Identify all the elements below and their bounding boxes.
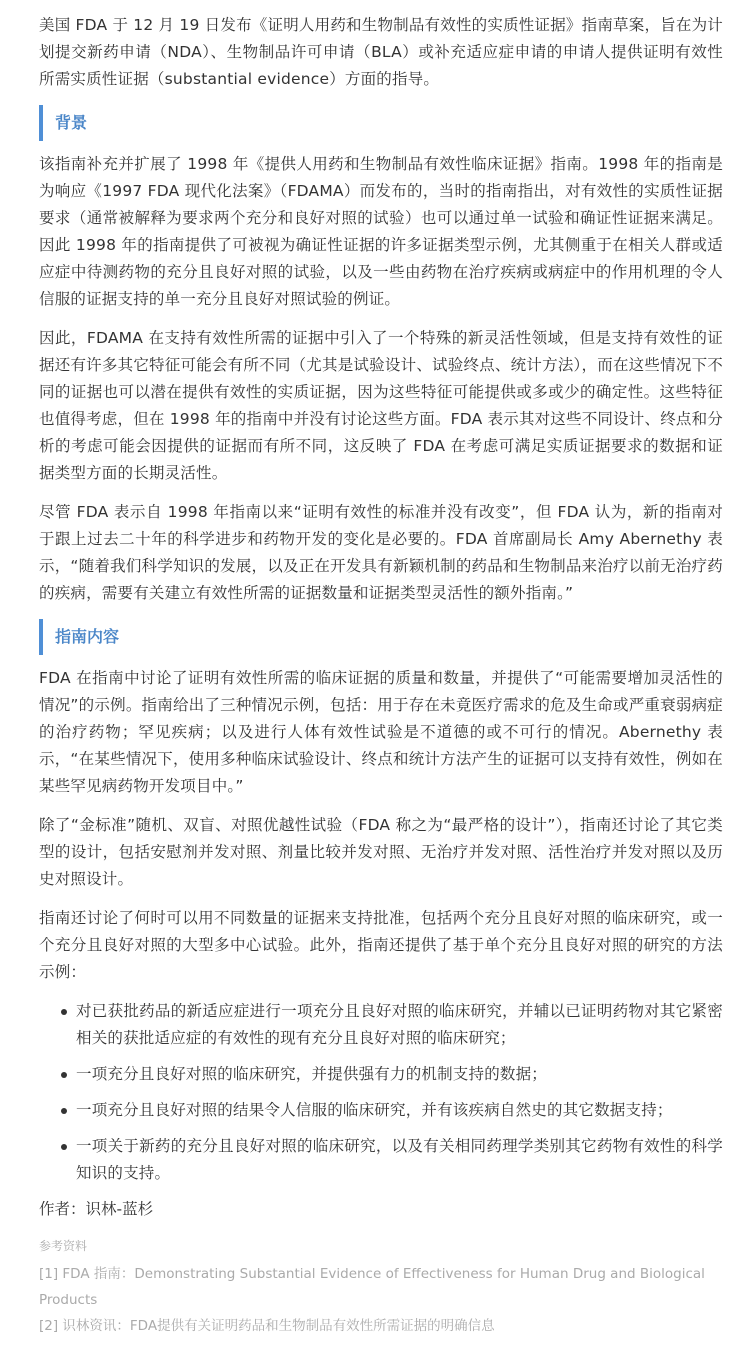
content-paragraph-2: 除了“金标准”随机、双盲、对照优越性试验（FDA 称之为“最严格的设计”），指南还讨论了其它类型的设计，包括安慰剂并发对照、剂量比较并发对照、无治疗并发对照、活性治疗并发对照以及历史对照设计。 (39, 816, 723, 888)
background-paragraph-2: 因此，FDAMA 在支持有效性所需的证据中引入了一个特殊的新灵活性领域，但是支持有效性的证据还有许多其它特征可能会有所不同（尤其是试验设计、试验终点、统计方法），而在这些情况下不同的证据也可以潜在提供有效性的实质证据，因为这些特征可能提供或多或少的确定性。这些特征也值得考虑，但在 1998 年的指南中并没有讨论这些方面。FDA 表示其对这些不同设计、终点和分析的考虑可能会因提供的证据而有所不同，这反映了 FDA 在考虑可满足实质证据要求的数据和证据类型方面的长期灵活性。 (39, 329, 724, 482)
list-item-text: 一项关于新药的充分且良好对照的临床研究，以及有关相同药理学类别其它药物有效性的科学知识的支持。 (76, 1137, 723, 1182)
references-title: 参考资料 (39, 1239, 88, 1253)
list-item (39, 998, 723, 1052)
background-paragraph-1: 该指南补充并扩展了 1998 年《提供人用药和生物制品有效性临床证据》指南。1998 年的指南是为响应《1997 FDA 现代化法案》（FDAMA）而发布的，当时的指南指出，对有效性的实质性证据要求（通常被解释为要求两个充分和良好对照的试验）也可以通过单一试验和确证性证据来满足。因此 1998 年的指南提供了可被视为确证性证据的许多证据类型示例，尤其侧重于在相关人群或适应症中待测药物的充分且良好对照的试验，以及一些由药物在治疗疾病或病症中的作用机理的令人信服的证据支持的单一充分且良好对照试验的例证。 (39, 155, 723, 308)
approach-list (39, 998, 723, 1187)
list-item-text: 一项充分且良好对照的结果令人信服的临床研究，并有该疾病自然史的其它数据支持； (76, 1101, 673, 1119)
content-paragraph-3: 指南还讨论了何时可以用不同数量的证据来支持批准，包括两个充分且良好对照的临床研究，或一个充分且良好对照的大型多中心试验。此外，指南还提供了基于单个充分且良好对照的研究的方法示例： (39, 909, 723, 981)
reference-link-2[interactable]: [2] 识林资讯：FDA提供有关证明药品和生物制品有效性所需证据的明确信息 (39, 1318, 495, 1334)
reference-link-1[interactable]: [1] FDA 指南：Demonstrating Substantial Evidence of Effectiveness for Human Drug and Biological Products (39, 1266, 705, 1308)
author-line: 作者：识林-蓝杉 (39, 1200, 154, 1218)
section-heading-background: 背景 (39, 105, 723, 141)
background-paragraph-3: 尽管 FDA 表示自 1998 年指南以来“证明有效性的标准并没有改变”，但 FDA 认为，新的指南对于跟上过去二十年的科学进步和药物开发的变化是必要的。FDA 首席副局长 Amy Abernethy 表示，“随着我们科学知识的发展，以及正在开发具有新颖机制的药品和生物制品来治疗以前无治疗药的疾病，需要有关建立有效性所需的证据数量和证据类型灵活性的额外指南。” (39, 503, 723, 602)
bullet-dot-icon (61, 1108, 67, 1114)
list-item (39, 1097, 723, 1124)
intro-paragraph: 美国 FDA 于 12 月 19 日发布《证明人用药和生物制品有效性的实质性证据》指南草案，旨在为计划提交新药申请（NDA）、生物制品许可申请（BLA）或补充适应症申请的申请人提供证明有效性所需实质性证据（substantial evidence）方面的指导。 (39, 16, 723, 88)
list-item (39, 1061, 723, 1088)
list-item-text: 对已获批药品的新适应症进行一项充分且良好对照的临床研究，并辅以已证明药物对其它紧密相关的获批适应症的有效性的现有充分且良好对照的临床研究； (76, 1002, 723, 1047)
bullet-dot-icon (61, 1072, 67, 1078)
list-item-text: 一项充分且良好对照的临床研究，并提供强有力的机制支持的数据； (76, 1065, 548, 1083)
content-paragraph-1: FDA 在指南中讨论了证明有效性所需的临床证据的质量和数量，并提供了“可能需要增加灵活性的情况”的示例。指南给出了三种情况示例，包括：用于存在未竟医疗需求的危及生命或严重衰弱病症的治疗药物；罕见疾病；以及进行人体有效性试验是不道德的或不可行的情况。Abernethy 表示，“在某些情况下，使用多种临床试验设计、终点和统计方法产生的证据可以支持有效性，例如在某些罕见病药物开发项目中。” (39, 669, 723, 795)
bullet-dot-icon (61, 1009, 67, 1015)
bullet-dot-icon (61, 1144, 67, 1150)
list-item (39, 1133, 723, 1187)
section-heading-guidance-content: 指南内容 (39, 619, 723, 655)
